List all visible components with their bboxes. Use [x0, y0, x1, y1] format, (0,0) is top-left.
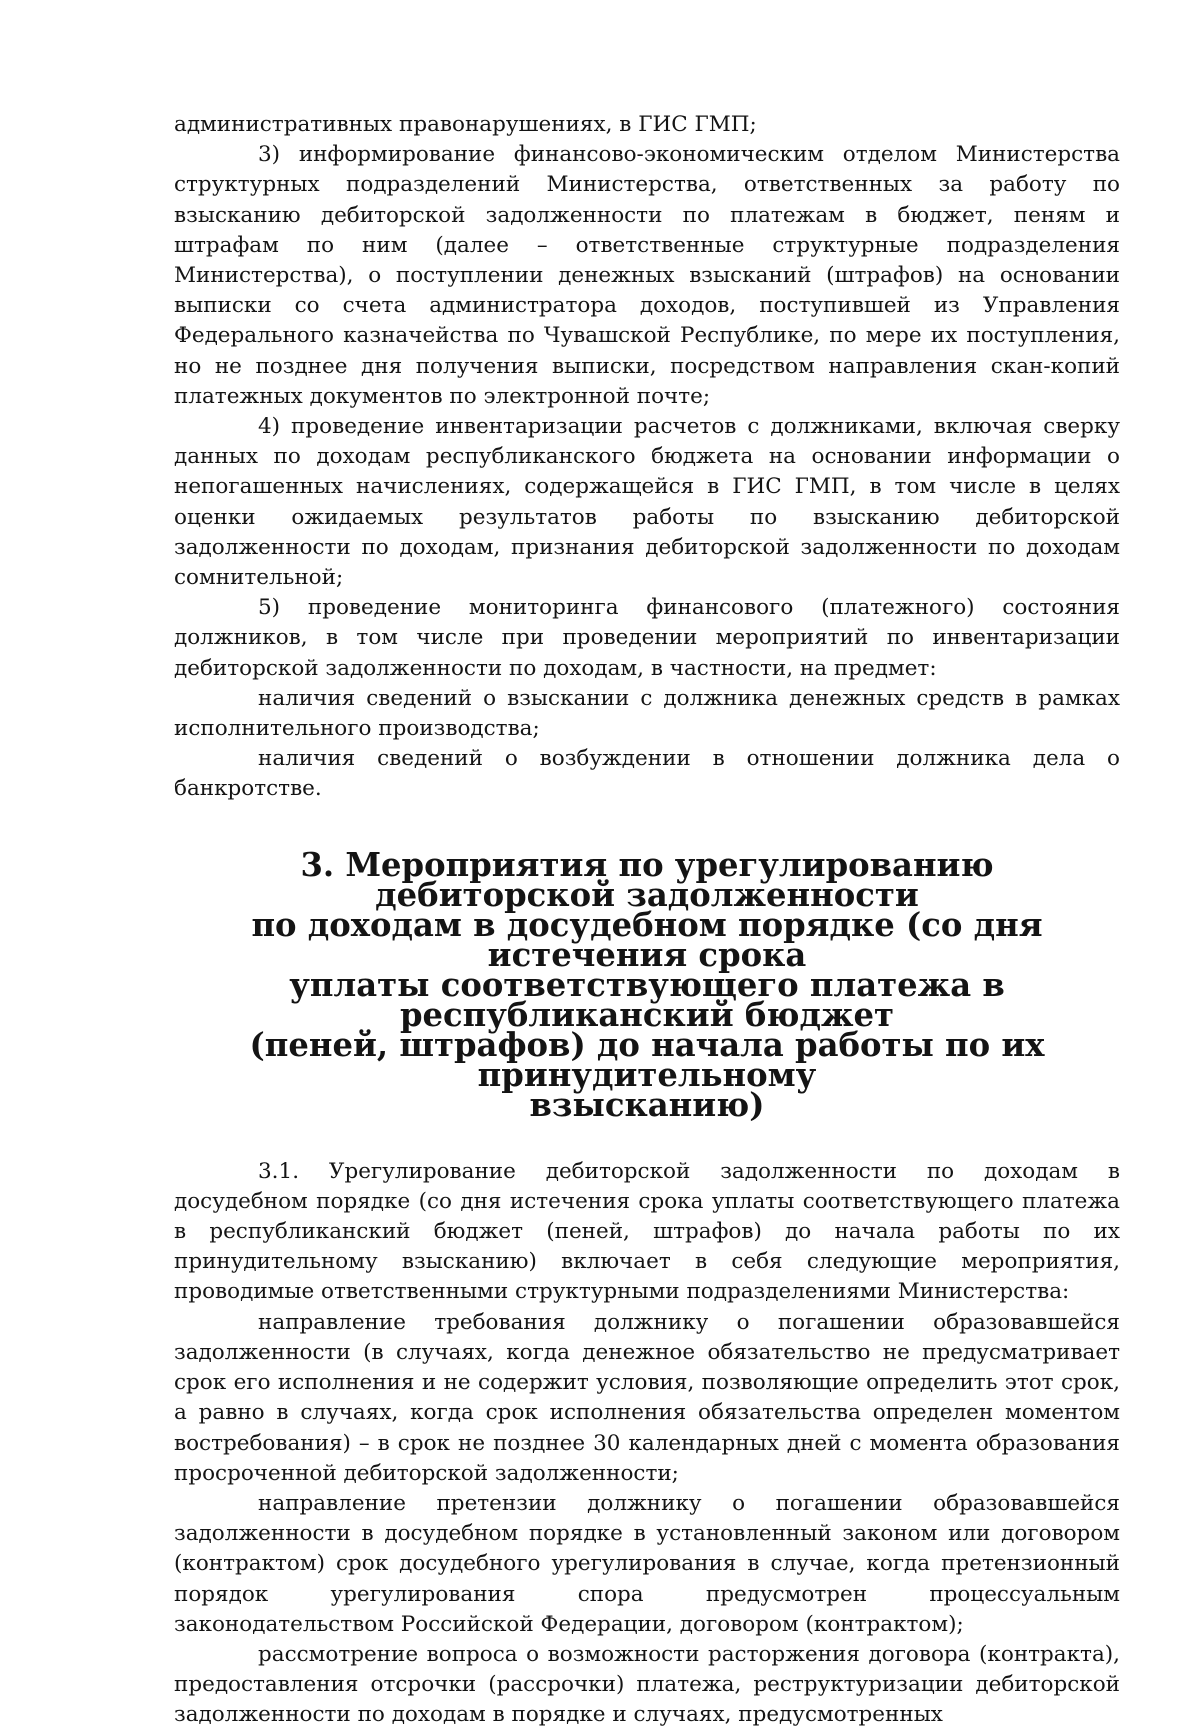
heading-line-4: (пеней, штрафов) до начала работы по их принудительному [249, 1025, 1045, 1094]
paragraph-3-1: 3.1. Урегулирование дебиторской задолженности по доходам в досудебном порядке (со дня истечения срока уплаты соответствующего платежа в республиканский бюджет (пеней, штрафов) до начала работы по их принудительному взысканию) включает в себя следующие мероприятия, проводимые ответственными структурными подразделениями Министерства: [174, 1158, 1120, 1305]
paragraph-demand: направление требования должнику о погашении образовавшейся задолженности (в случаях, когда денежное обязательство не предусматривает срок его исполнения и не содержит условия, позволяющие определить этот срок, а равно в случаях, когда срок исполнения обязательства определен моментом востребования) – в срок не позднее 30 календарных дней с момента образования просроченной дебиторской задолженности; [174, 1309, 1120, 1486]
paragraph-claim: направление претензии должнику о погашении образовавшейся задолженности в досудебном порядке в установленный законом или договором (контрактом) срок досудебного урегулирования в случае, когда претензионный порядок урегулирования спора предусмотрен процессуальным законодательством Российской Федерации, договором (контрактом); [174, 1490, 1120, 1637]
paragraph-bankruptcy-info: наличия сведений о возбуждении в отношении должника дела о банкротстве. [174, 746, 1120, 802]
paragraph-item-4: 4) проведение инвентаризации расчетов с должниками, включая сверку данных по доходам республиканского бюджета на основании информации о непогашенных начислениях, содержащейся в ГИС ГМП, в том числе в целях оценки ожидаемых результатов работы по взысканию дебиторской задолженности по доходам, признания дебиторской задолженности по доходам сомнительной; [174, 414, 1120, 591]
paragraph-continuation: административных правонарушениях, в ГИС ГМП; [174, 112, 757, 137]
paragraph-item-3: 3) информирование финансово-экономическим отделом Министерства структурных подразделений Министерства, ответственных за работу по взысканию дебиторской задолженности по платежам в бюджет, пеням и штрафам по ним (далее – ответственные структурные подразделения Министерства), о поступлении денежных взысканий (штрафов) на основании выписки со счета администратора доходов, поступившей из Управления Федерального казначейства по Чувашской Республике, по мере их поступления, но не позднее дня получения выписки, посредством направления скан-копий платежных документов по электронной почте; [174, 142, 1120, 409]
paragraph-contract-review: рассмотрение вопроса о возможности расторжения договора (контракта), предоставления отсрочки (рассрочки) платежа, реструктуризации дебиторской задолженности по доходам в порядке и случаях, предусмотренных [174, 1641, 1120, 1728]
heading-line-5: взысканию) [529, 1085, 765, 1124]
heading-line-3: уплаты соответствующего платежа в республиканский бюджет [289, 965, 1005, 1034]
heading-line-1: 3. Мероприятия по урегулированию дебиторской задолженности [300, 845, 994, 914]
section-3-heading [174, 845, 1120, 1124]
paragraph-enforcement-info: наличия сведений о взыскании с должника денежных средств в рамках исполнительного производства; [174, 685, 1120, 742]
heading-line-2: по доходам в досудебном порядке (со дня истечения срока [251, 905, 1043, 974]
paragraph-item-5: 5) проведение мониторинга финансового (платежного) состояния должников, в том числе при проведении мероприятий по инвентаризации дебиторской задолженности по доходам, в частности, на предмет: [174, 595, 1120, 681]
